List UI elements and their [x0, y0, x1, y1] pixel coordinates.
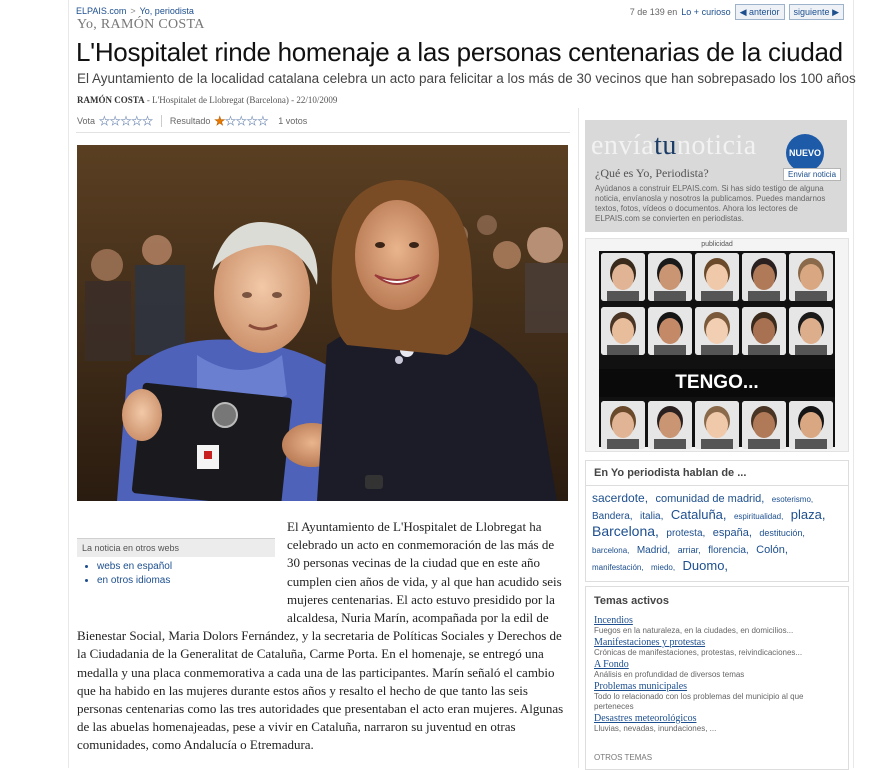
tag-link[interactable]: Bandera, — [592, 511, 633, 522]
section-title: Yo, RAMÓN COSTA — [77, 17, 205, 32]
ad-portrait — [742, 253, 786, 301]
rating-bar — [77, 113, 567, 128]
tema-item — [594, 659, 848, 680]
tema-description: Crónicas de manifestaciones, protestas, reivindicaciones... — [594, 648, 803, 657]
tag-link[interactable]: sacerdote, — [592, 491, 649, 505]
ad-portrait — [601, 401, 645, 449]
rating-star-empty-icon: ★ — [225, 113, 236, 128]
tag-link[interactable]: italia, — [640, 511, 664, 522]
divider — [161, 115, 162, 127]
envia-logo — [591, 130, 757, 162]
tema-link[interactable]: Desastres meteorológicos — [594, 713, 697, 724]
temas-title: Temas activos — [594, 595, 670, 607]
tema-link[interactable]: Manifestaciones y protestas — [594, 637, 706, 648]
temas-activos-box — [585, 586, 849, 770]
hablan-de-box — [585, 460, 849, 582]
tag-link[interactable]: Barcelona, — [592, 523, 659, 539]
rating-star-filled-icon: ★ — [214, 113, 226, 128]
tag-link[interactable]: miedo, — [651, 563, 676, 572]
tag-link[interactable]: plaza, — [790, 507, 826, 522]
tag-link[interactable]: Madrid, — [636, 545, 671, 556]
new-badge: NUEVO — [786, 134, 824, 172]
send-news-button[interactable]: Enviar noticia — [783, 168, 841, 181]
ad-portrait — [789, 253, 833, 301]
pager-position: 7 de 139 en — [629, 7, 678, 17]
author: RAMÓN COSTA — [77, 95, 145, 105]
prev-button[interactable] — [735, 4, 785, 20]
subheadline: El Ayuntamiento de la localidad catalana celebra un acto para felicitar a los más de 30 vecinos que han sobrepasado los 100 años — [77, 71, 856, 86]
ad-portrait — [695, 307, 739, 355]
breadcrumb — [76, 6, 194, 16]
article-text: El Ayuntamiento de L'Hospitalet de Llobregat ha celebrado un acto en conmemoración de las más de 30 personas vecinas de la ciudad que en este año cumplen cien años de vida, y al que han acudido seis mujeres centenarias. El acto estuvo presidido por la alcaldesa, Nuria Marín, acompañada por la edil de Bienestar Social, Maria Dolors Fernández, y la secretaria de Políticas Sociales y Derechos de la Ciudadania de la Generalitat de Cataluña, Carme Porta. En el homenaje, se entregó una medalla y una placa conmemorativa a cada una de las participantes. Marín señaló el cambio que ha habido en las mujeres durante estos años y resalto el hecho de que tanto las seis personas centenarias como las tres autoridades que presentaban el acto eran mujeres. Algunas de las abuelas homenajeadas, pese a vivir en Cataluña, narraron su juventud en otras comunidades, como Andalucía o Etremadura. — [77, 519, 564, 753]
tag-link[interactable]: arriar, — [677, 545, 701, 555]
ad-portrait — [601, 253, 645, 301]
tag-link[interactable]: florencia, — [708, 545, 749, 556]
tag-link[interactable]: protesta, — [666, 528, 706, 539]
tema-description: Todo lo relacionado con los problemas del municipio al que perteneces — [594, 692, 804, 711]
related-webs-title: La noticia en otros webs — [77, 538, 275, 557]
float-spacer — [77, 518, 287, 618]
logo-part: tu — [654, 130, 677, 161]
tag-link[interactable]: comunidad de madrid, — [655, 493, 765, 505]
vote-star-icon[interactable]: ★ — [120, 113, 132, 128]
tag-link[interactable]: barcelona, — [592, 546, 630, 555]
tema-item — [594, 713, 848, 734]
rating-star-empty-icon: ★ — [257, 113, 269, 128]
tag-link[interactable]: espiritualidad, — [733, 512, 784, 521]
chevron-right-icon: ▶ — [832, 7, 839, 17]
what-is-link[interactable]: ¿Qué es Yo, Periodista? — [595, 166, 709, 180]
tema-description: Lluvias, nevadas, inundaciones, ... — [594, 724, 717, 733]
pager-list-link[interactable]: Lo + curioso — [681, 7, 731, 17]
vote-stars[interactable] — [99, 115, 153, 127]
ad-portrait — [695, 401, 739, 449]
ad-face-grid — [599, 251, 835, 447]
envia-tu-noticia-box — [585, 120, 847, 232]
advertisement[interactable] — [585, 238, 849, 452]
vote-star-icon[interactable]: ★ — [142, 113, 153, 128]
byline-location-date: - L'Hospitalet de Llobregat (Barcelona) - 22/10/2009 — [144, 95, 338, 105]
breadcrumb-elpais[interactable]: ELPAIS.com — [76, 6, 127, 16]
pager — [630, 4, 844, 20]
tag-link[interactable]: Duomo, — [682, 558, 729, 573]
ad-portrait — [601, 307, 645, 355]
divider — [76, 132, 570, 133]
rating-star-empty-icon: ★ — [246, 113, 258, 128]
tema-item — [594, 615, 848, 636]
ad-portrait — [742, 401, 786, 449]
tema-item — [594, 637, 848, 658]
tag-link[interactable]: Cataluña, — [670, 507, 727, 522]
ad-portrait — [789, 307, 833, 355]
temas-list — [586, 615, 848, 734]
tag-cloud — [586, 486, 848, 575]
photo-illustration — [77, 145, 568, 501]
next-label: siguiente — [793, 7, 830, 17]
breadcrumb-separator-icon: > — [130, 6, 136, 16]
right-column — [578, 108, 853, 768]
ad-slogan: TENGO... — [599, 369, 835, 397]
tema-description: Fuegos en la naturaleza, en la ciudades, en domicilios... — [594, 626, 794, 635]
hablan-title: En Yo periodista hablan de ... — [586, 461, 848, 486]
prev-label: anterior — [749, 7, 780, 17]
headline: L'Hospitalet rinde homenaje a las personas centenarias de la ciudad — [76, 37, 843, 67]
ad-portrait — [789, 401, 833, 449]
tag-link[interactable]: esoterismo, — [771, 495, 814, 504]
chevron-left-icon: ◀ — [739, 7, 747, 17]
otros-temas-link[interactable]: OTROS TEMAS — [594, 753, 653, 762]
vote-star-icon[interactable]: ★ — [131, 113, 143, 128]
result-stars — [214, 115, 268, 127]
tag-link[interactable]: españa, — [712, 527, 752, 539]
ad-label: publicidad — [701, 241, 733, 248]
article-body — [77, 518, 569, 755]
votes-count: 1 votos — [278, 115, 308, 126]
tag-link[interactable]: destitución, — [759, 528, 805, 538]
envia-description: Ayúdanos a construir ELPAIS.com. Si has sido testigo de alguna noticia, envíanosla y nosotros la publicamos. Puedes mandarnos textos, fotos, vídeos o documentos. Ahora los lectores de ELPAIS.com se convierten en periodistas. — [595, 184, 826, 223]
vote-label: Vota — [77, 115, 96, 126]
ad-portrait — [648, 307, 692, 355]
vote-star-icon[interactable]: ★ — [109, 113, 121, 128]
tema-item — [594, 681, 848, 712]
ad-portrait — [742, 307, 786, 355]
breadcrumb-yo-periodista[interactable]: Yo, periodista — [139, 6, 194, 16]
ad-portrait — [648, 253, 692, 301]
result-label: Resultado — [169, 115, 211, 126]
next-button[interactable] — [789, 4, 844, 20]
article-photo — [77, 145, 568, 501]
logo-part: envía — [591, 130, 655, 161]
rating-star-empty-icon: ★ — [235, 113, 247, 128]
tema-description: Análisis en profundidad de diversos temas — [594, 670, 745, 679]
tema-link[interactable]: Problemas municipales — [594, 681, 688, 692]
tema-link[interactable]: A Fondo — [594, 659, 629, 670]
tag-link[interactable]: manifestación, — [592, 563, 644, 572]
ad-portrait — [648, 401, 692, 449]
logo-part: noticia — [676, 130, 757, 161]
related-link-spanish[interactable]: webs en español — [97, 561, 173, 572]
page-right-border — [853, 0, 854, 768]
tag-link[interactable]: Colón, — [756, 544, 788, 556]
page-left-border — [68, 0, 69, 768]
byline — [77, 95, 337, 105]
related-link-other-languages[interactable]: en otros idiomas — [97, 575, 171, 586]
vote-star-icon[interactable]: ★ — [99, 113, 110, 128]
ad-portrait — [695, 253, 739, 301]
tema-link[interactable]: Incendios — [594, 615, 633, 626]
